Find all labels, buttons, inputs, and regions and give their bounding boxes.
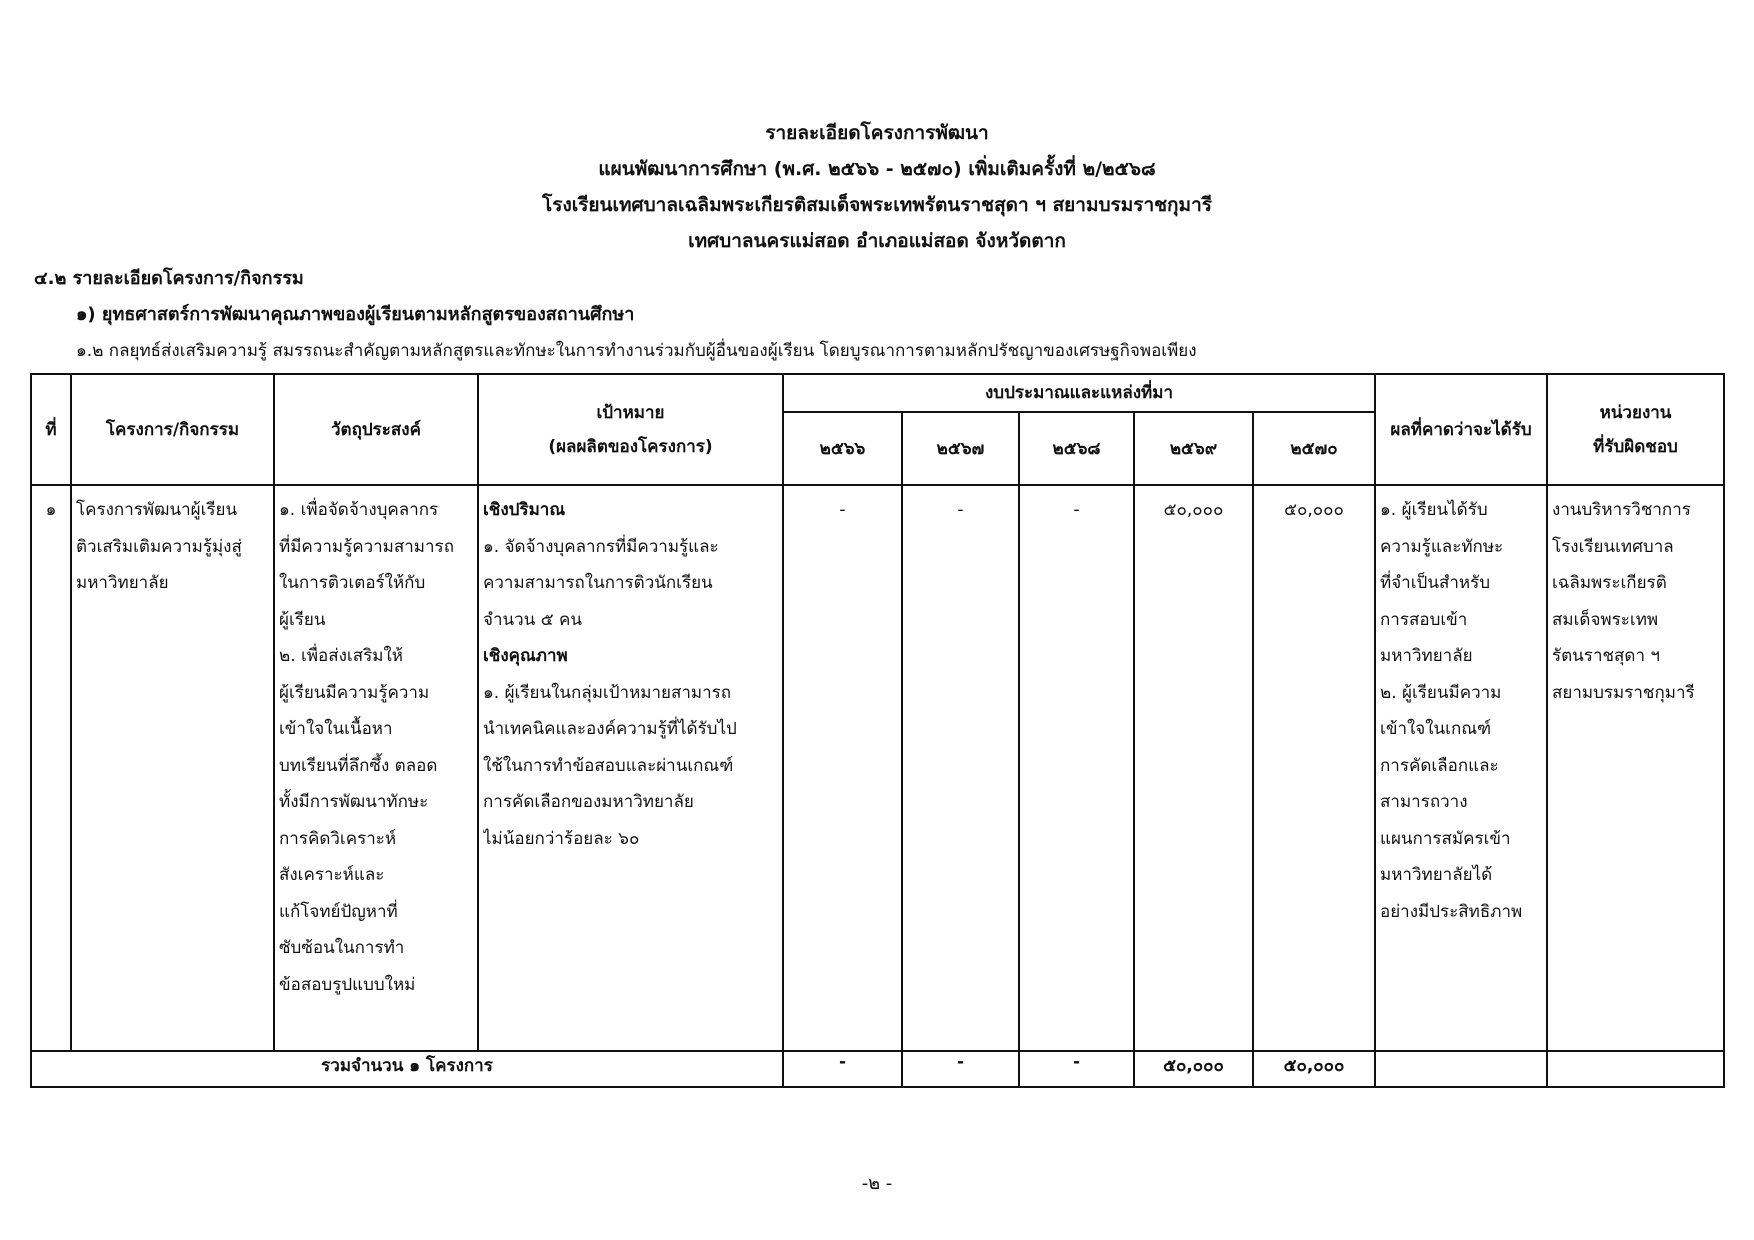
expected-line: มหาวิทยาลัย (1380, 646, 1473, 666)
expected-line: การคัดเลือกและ (1380, 755, 1499, 776)
project-line: โครงการพัฒนาผู้เรียน (76, 500, 238, 520)
project-line: มหาวิทยาลัย (76, 573, 169, 593)
project-line: ติวเสริมเติมความรู้มุ่งสู่ (76, 536, 242, 557)
objective-line: แก้โจทย์ปัญหาที่ (279, 901, 398, 922)
cell-target (478, 485, 783, 1051)
objective-line: ข้อสอบรูปแบบใหม่ (279, 974, 416, 995)
col-header-target (478, 374, 783, 485)
total-row (31, 1051, 1724, 1087)
target-line: การคัดเลือกของมหาวิทยาลัย (483, 792, 694, 812)
target-quantity-title: เชิงปริมาณ (483, 500, 566, 520)
cell-budget-2569 (1134, 485, 1253, 1051)
cell-budget-2570 (1253, 485, 1375, 1051)
municipality-name: เทศบาลนครแม่สอด อำเภอแม่สอด จังหวัดตาก (688, 230, 1066, 252)
objective-line: ผู้เรียนมีความรู้ความ (279, 682, 430, 703)
cell-budget-2566 (783, 485, 902, 1051)
col-header-year-2570: ๒๕๗๐ (1253, 412, 1375, 485)
objective-line: ทั้งมีการพัฒนาทักษะ (279, 792, 429, 812)
unit-line: งานบริหารวิชาการ (1552, 500, 1691, 520)
total-label: รวมจำนวน ๑ โครงการ (31, 1051, 783, 1087)
total-unit-empty (1547, 1051, 1724, 1087)
expected-line: การสอบเข้า (1380, 609, 1468, 630)
target-line: ใช้ในการทำข้อสอบและผ่านเกณฑ์ (483, 755, 734, 776)
cell-no (31, 485, 71, 1051)
doc-title: รายละเอียดโครงการพัฒนา (765, 122, 989, 144)
col-header-year-2566: ๒๕๖๖ (783, 412, 902, 485)
objective-line: สังเคราะห์และ (279, 865, 385, 885)
total-budget-2569: ๕๐,๐๐๐ (1134, 1051, 1253, 1087)
expected-line: ที่จำเป็นสำหรับ (1380, 573, 1491, 593)
objective-line: ซับซ้อนในการทำ (279, 938, 405, 958)
unit-line: เฉลิมพระเกียรติ (1552, 573, 1667, 593)
total-budget-2566: - (783, 1051, 902, 1087)
objective-line: เข้าใจในเนื้อหา (279, 719, 393, 739)
substrategy-heading: ๑.๒ กลยุทธ์ส่งเสริมความรู้ สมรรถนะสำคัญตามหลักสูตรและทักษะในการทำงานร่วมกับผู้อื่นของผู้เรียน โดยบูรณาการตามหลักปรัชญาของเศรษฐกิจพอเพียง (76, 341, 1197, 361)
page-number: -๒ - (861, 1173, 893, 1194)
objective-line: ๒. เพื่อส่งเสริมให้ (279, 646, 403, 666)
project-table (30, 373, 1725, 1088)
unit-line: โรงเรียนเทศบาล (1552, 536, 1674, 557)
cell-objective (274, 485, 478, 1051)
col-header-year-2567: ๒๕๖๗ (902, 412, 1019, 485)
strategy-heading: ๑) ยุทธศาสตร์การพัฒนาคุณภาพของผู้เรียนตามหลักสูตรของสถานศึกษา (76, 304, 635, 325)
cell-project (71, 485, 274, 1051)
col-header-project: โครงการ/กิจกรรม (71, 374, 274, 485)
expected-line: ความรู้และทักษะ (1380, 536, 1504, 557)
target-line: ๑. จัดจ้างบุคลากรที่มีความรู้และ (483, 536, 719, 557)
cell-budget-2568 (1019, 485, 1134, 1051)
total-budget-2567: - (902, 1051, 1019, 1087)
target-line: ๑. ผู้เรียนในกลุ่มเป้าหมายสามารถ (483, 682, 732, 703)
total-budget-2570: ๕๐,๐๐๐ (1253, 1051, 1375, 1087)
cell-unit (1547, 485, 1724, 1051)
objective-line: บทเรียนที่ลึกซึ้ง ตลอด (279, 755, 438, 776)
col-header-budget: งบประมาณและแหล่งที่มา (783, 374, 1375, 412)
unit-line: สยามบรมราชกุมารี (1552, 682, 1695, 703)
budget-value: - (839, 500, 846, 520)
expected-line: อย่างมีประสิทธิภาพ (1380, 901, 1523, 922)
col-header-target-line2: (ผลผลิตของโครงการ) (548, 436, 713, 457)
col-header-unit-line2: ที่รับผิดชอบ (1593, 436, 1678, 457)
expected-line: ๑. ผู้เรียนได้รับ (1380, 500, 1488, 520)
target-quality-title: เชิงคุณภาพ (483, 646, 568, 666)
unit-line: รัตนราชสุดา ฯ (1552, 646, 1660, 666)
col-header-expected: ผลที่คาดว่าจะได้รับ (1375, 374, 1547, 485)
col-header-no: ที่ (31, 374, 71, 485)
expected-line: แผนการสมัครเข้า (1380, 828, 1511, 849)
school-name: โรงเรียนเทศบาลเฉลิมพระเกียรติสมเด็จพระเทพรัตนราชสุดา ฯ สยามบรมราชกุมารี (542, 194, 1212, 216)
total-budget-2568: - (1019, 1051, 1134, 1087)
objective-line: ๑. เพื่อจัดจ้างบุคลากร (279, 500, 439, 520)
expected-line: สามารถวาง (1380, 792, 1468, 812)
objective-line: ที่มีความรู้ความสามารถ (279, 536, 454, 557)
objective-line: ผู้เรียน (279, 609, 326, 630)
budget-value: - (1073, 500, 1080, 520)
col-header-unit (1547, 374, 1724, 485)
col-header-objective: วัตถุประสงค์ (274, 374, 478, 485)
target-line: ไม่น้อยกว่าร้อยละ ๖๐ (483, 828, 640, 849)
doc-subtitle: แผนพัฒนาการศึกษา (พ.ศ. ๒๕๖๖ - ๒๕๗๐) เพิ่มเติมครั้งที่ ๒/๒๕๖๘ (598, 158, 1156, 180)
col-header-year-2568: ๒๕๖๘ (1019, 412, 1134, 485)
objective-line: ในการติวเตอร์ให้กับ (279, 573, 426, 593)
col-header-unit-line1: หน่วยงาน (1599, 402, 1672, 423)
budget-value: ๕๐,๐๐๐ (1284, 500, 1344, 520)
expected-line: ๒. ผู้เรียนมีความ (1380, 682, 1502, 703)
target-line: ความสามารถในการติวนักเรียน (483, 573, 713, 593)
target-line: นำเทคนิคและองค์ความรู้ที่ได้รับไป (483, 719, 737, 739)
total-expected-empty (1375, 1051, 1547, 1087)
cell-expected (1375, 485, 1547, 1051)
budget-value: ๕๐,๐๐๐ (1163, 500, 1224, 520)
objective-line: การคิดวิเคราะห์ (279, 828, 397, 849)
unit-line: สมเด็จพระเทพ (1552, 609, 1659, 630)
target-line: จำนวน ๕ คน (483, 609, 582, 630)
col-header-target-line1: เป้าหมาย (596, 402, 665, 423)
col-header-year-2569: ๒๕๖๙ (1134, 412, 1253, 485)
cell-budget-2567 (902, 485, 1019, 1051)
section-heading: ๔.๒ รายละเอียดโครงการ/กิจกรรม (34, 268, 304, 289)
budget-value: - (957, 500, 964, 520)
row-number: ๑ (45, 500, 57, 520)
table-row (31, 485, 1724, 1051)
expected-line: เข้าใจในเกณฑ์ (1380, 719, 1492, 739)
expected-line: มหาวิทยาลัยได้ (1380, 865, 1493, 885)
